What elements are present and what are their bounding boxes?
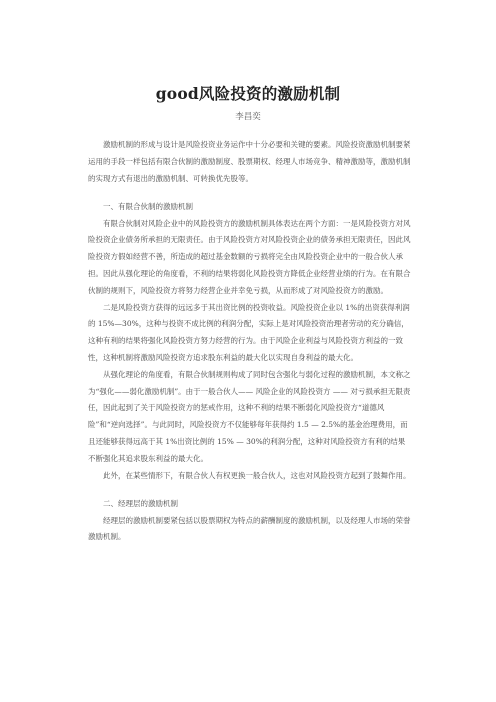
author-name: 李昌奕 [235,112,261,122]
document-body [88,137,412,546]
section-heading-2: 二、经理层的激励机制 [103,498,178,508]
paragraph: 从强化理论的角度看，有限合伙制规则构成了同时包含强化与弱化过程的激励机制，本文称之为“强化——弱化激励机制”。由于一般合伙人—— 风险企业的风险投资方 —— 对亏损承担无限责任，因此起到了关于风险投资方的惩戒作用，这种不利的结果不断弱化风险投资方“道德风险”和“逆向选择”。与此同时，风险投资方不仅能够每年获得约 1.5 — 2.5%的基金治理费用，而且还能够获得远高于其 1%出资比例的 15% — 30%的利润分配，这种对风险投资方有利的结果不断强化其追求股东利益的最大化。 [88,369,411,463]
paragraph: 经理层的激励机制要紧包括以股票期权为特点的薪酬制度的激励机制，以及经理人市场的荣誉激励机制。 [88,515,411,542]
section-heading-1: 一、有限合伙制的激励机制 [103,201,193,211]
paragraph: 此外，在某些情形下，有限合伙人有权更换一般合伙人，这也对风险投资方起到了鼓舞作用。 [103,470,411,480]
paragraph: 有限合伙制对风险企业中的风险投资方的激励机制具体表达在两个方面：一是风险投资方对风险投资企业债务所承担的无限责任。由于风险投资方对风险投资企业的债务承担无限责任，因此风险投资方假如经营不善，所造成的超过基金数额的亏损将完全由风险投资企业中的一般合伙人承担。因此从强化理论的角度看，不利的结果将弱化风险投资方降低企业经营业绩的行为。在有限合伙制的规则下，风险投资方将努力经营企业并幸免亏损，从而形成了对风险投资方的激励。 [88,218,411,295]
paragraph-intro: 激励机制的形成与设计是风险投资业务运作中十分必要和关键的要素。风险投资激励机制要紧运用的手段一样包括有限合伙制的激励制度、股票期权、经理人市场竞争、精神激励等，激励机制的实现方式有退出的激励机制、可转换优先股等。 [88,140,411,183]
paragraph: 二是风险投资方获得的远远多于其出资比例的投资收益。风险投资企业以 1%的出资获得利润的 15%—30%，这种与投资不成比例的利润分配，实际上是对风险投资治理者劳动的充分确信，这种有利的结果将强化风险投资方努力经营的行为。由于风险企业利益与风险投资方利益的一致性，这种机制将激励风险投资方追求股东利益的最大化以实现自身利益的最大化。 [88,302,410,362]
document-title: good风险投资的激励机制 [155,84,341,103]
